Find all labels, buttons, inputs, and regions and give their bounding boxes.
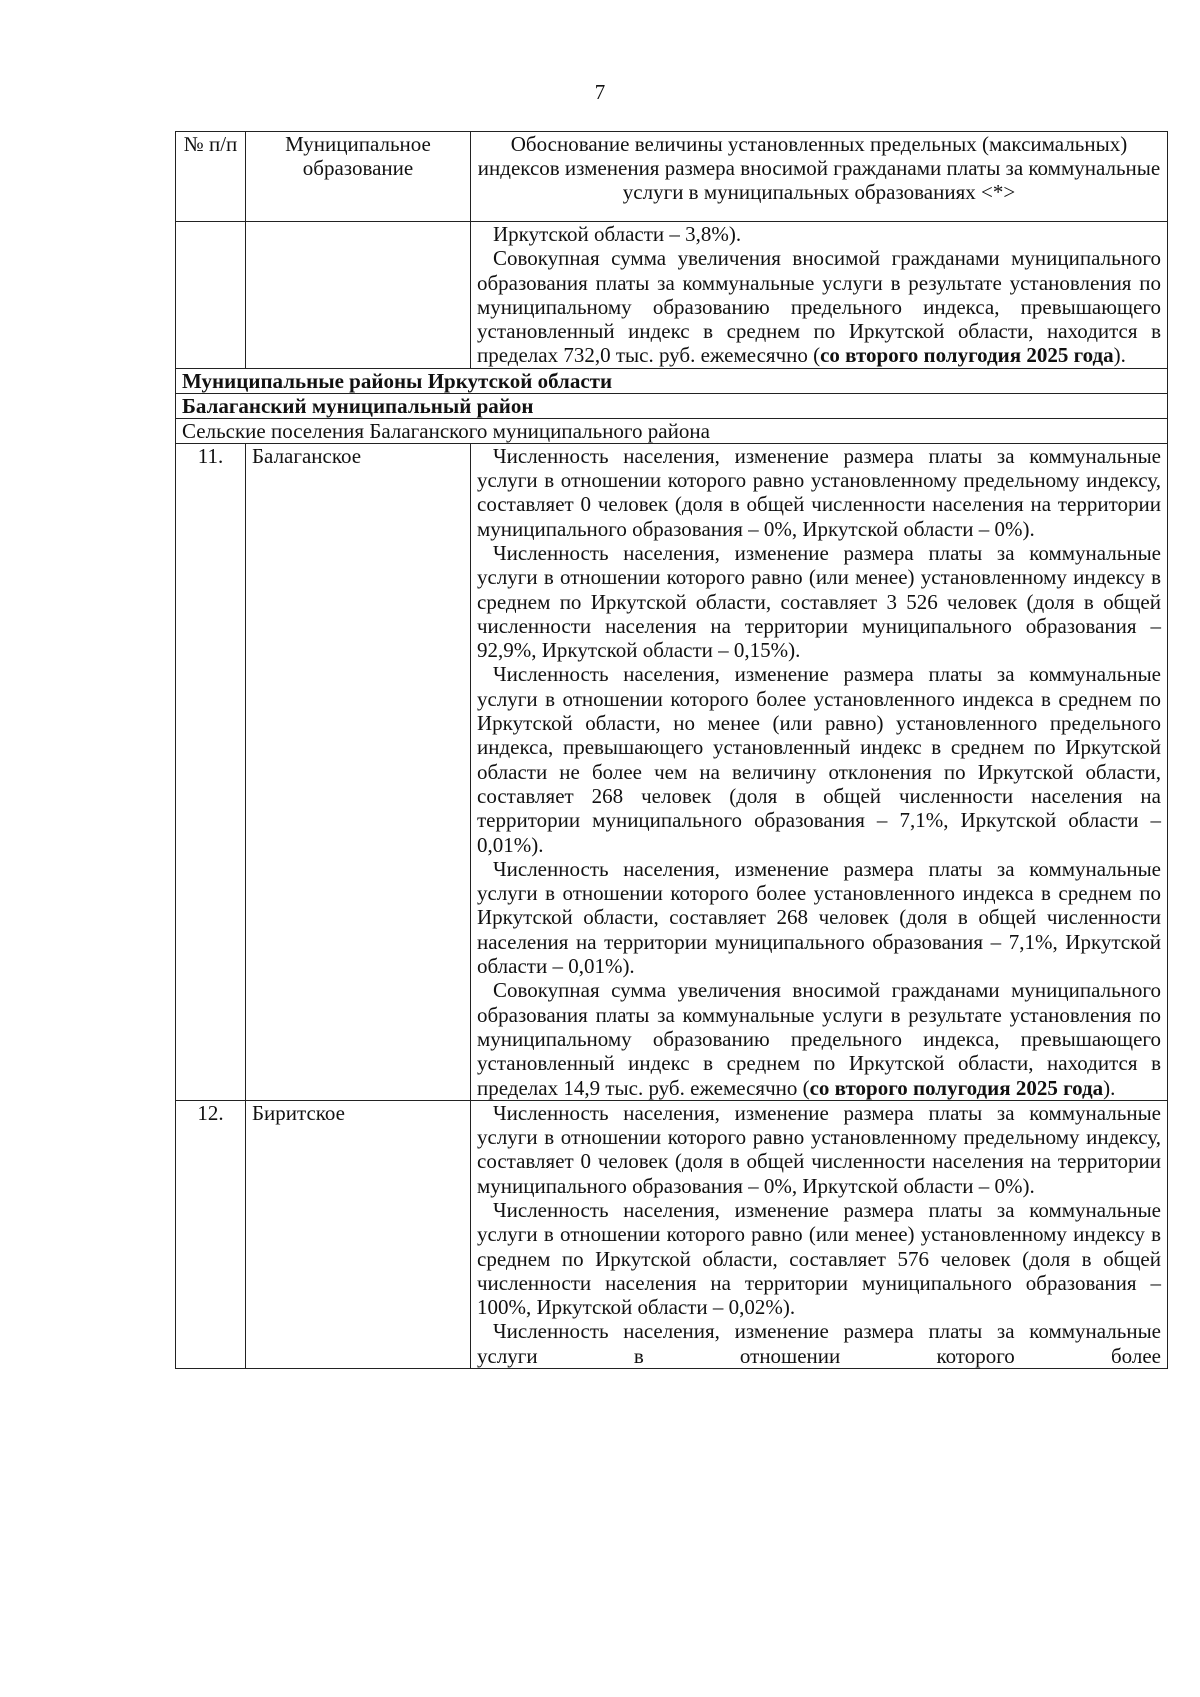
paragraph: Численность населения, изменение размера платы за коммунальные услуги в отношении которого более установленного индекса в среднем по Иркутской области, составляет 268 человек (доля в общей численности населения на территории муниципального образования – 7,1%, Иркутской области – 0,01%). [477,856,1161,979]
paragraph: Численность населения, изменение размера платы за коммунальные услуги в отношении которого равно установленному предельному индексу, составляет 0 человек (доля в общей численности населения на территории муниципального образования – 0%, Иркутской области – 0%). [477,1100,1161,1198]
header-municipality: Муниципальное образование [246,132,471,222]
table-row [176,1100,1168,1368]
cell-num: 12. [176,1100,246,1368]
cell-name-empty [246,222,471,369]
paragraph: Численность населения, изменение размера платы за коммунальные услуги в отношении которого равно (или менее) установленному индексу в среднем по Иркутской области, составляет 576 человек (доля в общей численности населения на территории муниципального образования – 100%, Иркутской области – 0,02%). [477,1197,1161,1320]
tariff-index-table [175,131,1168,1369]
paragraph: Численность населения, изменение размера платы за коммунальные услуги в отношении которого более установленного индекса в среднем по Иркутской области, но менее (или равно) установленного предельного индекса, превышающего установленный индекс в среднем по Иркутской области не более чем на величину отклонения по Иркутской области, составляет 268 человек (доля в общей численности населения на территории муниципального образования – 7,1%, Иркутской области – 0,01%). [477,662,1161,857]
section-row-balagansky-district [176,393,1168,418]
table-row [176,443,1168,1100]
paragraph: Иркутской области – 3,8%). [493,222,742,246]
page-number: 7 [594,80,606,104]
table-row-continuation [176,222,1168,369]
paragraph: Численность населения, изменение размера платы за коммунальные услуги в отношении которого более [477,1319,1161,1368]
section-row-rural-settlements [176,418,1168,443]
cell-justification [471,1100,1168,1368]
section-title: Муниципальные районы Иркутской области [176,368,1168,393]
cell-justification [471,222,1168,369]
section-subtitle: Сельские поселения Балаганского муниципального района [176,418,1168,443]
cell-justification [471,443,1168,1100]
header-justification: Обоснование величины установленных предельных (максимальных) индексов изменения размера вносимой гражданами платы за коммунальные услуги в муниципальных образованиях <*> [471,132,1168,222]
cell-municipality: Балаганское [246,443,471,1100]
paragraph-total-sum: Совокупная сумма увеличения вносимой гражданами муниципального образования платы за коммунальные услуги в результате установления по муниципальному образованию предельного индекса, превышающего установленный индекс в среднем по Иркутской области, находится в пределах 14,9 тыс. руб. ежемесячно (со второго полугодия 2025 года). [477,978,1161,1100]
paragraph: Численность населения, изменение размера платы за коммунальные услуги в отношении которого равно установленному предельному индексу, составляет 0 человек (доля в общей численности населения на территории муниципального образования – 0%, Иркутской области – 0%). [477,443,1161,541]
paragraph: Численность населения, изменение размера платы за коммунальные услуги в отношении которого равно (или менее) установленному индексу в среднем по Иркутской области, составляет 3 526 человек (доля в общей численности населения на территории муниципального образования – 92,9%, Иркутской области – 0,15%). [477,540,1161,663]
section-row-districts [176,368,1168,393]
section-title: Балаганский муниципальный район [176,393,1168,418]
cell-municipality: Биритское [246,1100,471,1368]
table-header-row [176,132,1168,222]
header-num: № п/п [176,132,246,222]
paragraph-total-sum: Совокупная сумма увеличения вносимой гражданами муниципального образования платы за коммунальные услуги в результате установления по муниципальному образованию предельного индекса, превышающего установленный индекс в среднем по Иркутской области, находится в пределах 732,0 тыс. руб. ежемесячно (со второго полугодия 2025 года). [477,246,1161,368]
cell-num: 11. [176,443,246,1100]
cell-num-empty [176,222,246,369]
